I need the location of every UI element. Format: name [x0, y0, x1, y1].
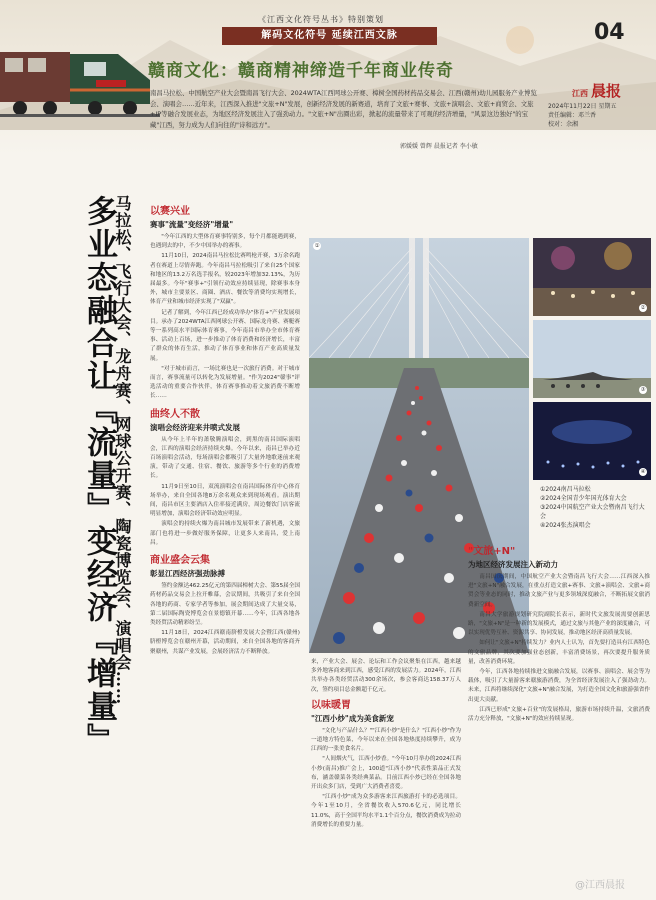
column-left — [150, 205, 300, 895]
newspaper-logo — [572, 80, 621, 101]
series-label: 《江西文化符号丛书》特别策划 — [258, 15, 384, 24]
section-title: 曲终人不散 — [150, 408, 200, 420]
subtitle: 马拉松、飞行大会、龙舟赛、网球公开赛、陶瓷博览会、演唱会…… — [113, 195, 132, 705]
theme-banner: 解码文化符号 延续江西文脉 — [222, 27, 437, 45]
logo-prefix: 江西 — [572, 89, 588, 98]
column-right — [468, 545, 650, 875]
proof-credit: 校对：余湘 — [548, 121, 579, 128]
editor-credit: 责任编辑：邓兰香 — [548, 112, 597, 119]
paragraph: 11月10日，2024南昌马拉松比赛鸣枪开赛，3万余名跑者在赛道上尽情奔跑。今年南昌马拉松吸引了来自25个国家和地区的13.2万名选手报名，较2023年增加32.13%，为历届最多。今年"赛事+"引领行动效应持续显现，除赛事本身外，城市主要景区、商圈、酒店、餐饮等消费均实现增长，体育产业和城市经济实现了"双赢"。 — [150, 253, 300, 306]
intro-paragraph: 南昌马拉松、中国航空产业大会暨南昌飞行大会、2024WTA江西网球公开赛、樟树全国药材药品交易会、江西(赣州)幼儿园服务产业博览会、演唱会……近年来，江西深入推进"文旅+N"发展，创新经济发展的新赛道，培育了文旅+赛事、文旅+演唱会、文旅+商贸会、文旅+IP等融合发展业态，为地区经济发展注入了强劲动力。"文旅+N"出圈出彩，掀起的流量带来了可观的经济增量，"风景这边独好"的宝藏"江西，努力成为人们向往的"诗和远方"。 — [150, 89, 537, 129]
section-subtitle: 为地区经济发展注入新动力 — [468, 560, 558, 569]
section-title: 以赛兴业 — [150, 206, 190, 217]
column-middle — [311, 658, 461, 894]
paragraph: 今年，江西各地持续推进文旅融合发展，以赛事、演唱会、展会等为载体，吸引了大量游客来赣旅游消费，为全省经济发展注入了强劲动力。未来，江西将继续深化"文旅+N"融合发展，为打造全国文化和旅游强省作出更大贡献。 — [468, 669, 650, 703]
youth-sports-image — [533, 238, 651, 316]
paragraph: 11月9日至10日，双流演唱会在南昌国际体育中心体育场举办，来自全国各地8万余名观众来到现场观看。演出期间，南昌市区主要酒店入住率接近满房，周边餐饮门店客流明显增加，演唱会经济带动效应明显。 — [150, 483, 300, 518]
section-title: "文旅+N" — [468, 546, 516, 557]
youth-sports-photo — [533, 238, 651, 316]
concert-image — [533, 402, 651, 480]
concert-photo — [533, 402, 651, 480]
paragraph: 南昌国庆期间，中国航空产业大会暨南昌飞行大会……江西深入推进"文旅+N"融合发展，在重点打造文旅+赛事、文旅+演唱会、文旅+商贸会等业态的同时，推动文旅产业与更多领域深度融合，不断拓展文旅消费新空间。 — [468, 574, 650, 608]
section-subtitle: 彰显江西经济强劲脉搏 — [150, 569, 225, 579]
section-title: 商业盛会云集 — [150, 555, 210, 567]
watermark: @江西晨报 — [575, 880, 625, 891]
photo-captions — [540, 485, 650, 530]
section-subtitle: 演唱会经济迎来井喷式发展 — [150, 422, 240, 432]
paragraph: "人间烟火气，江西小炒香。"今年10月举办的2024江西小炒(南昌)推广会上，100道"江西小炒"代表性菜品正式发布，涵盖赣菜各类经典菜品。目前江西小炒已经在全国各地开出众多门店，受到广大消费者喜爱。 — [311, 756, 461, 791]
train-illustration — [0, 22, 160, 122]
caption-item: ④2024张杰演唱会 — [540, 522, 591, 529]
issue-date: 2024年11月22日 星期五 — [548, 103, 617, 110]
paragraph: 南昌大学旅游规划研究院副院长表示，新时代文旅发展需要创新思路，"文旅+N"是一种新的发展模式，通过文旅与其他产业的深度融合，可以实现优势互补、资源共享、协同发展，推动地区经济高质量发展。 — [468, 611, 650, 637]
logo-text: 晨报 — [591, 82, 622, 100]
photo-marker-1: ① — [314, 243, 320, 249]
section-subtitle: "江西小炒"成为美食新宠 — [311, 713, 394, 723]
air-show-photo — [533, 320, 651, 398]
header-banner — [0, 0, 656, 155]
photo-marker-2: ② — [640, 305, 646, 311]
section-title: 以味暖胃 — [311, 699, 351, 711]
date-box — [548, 102, 616, 129]
caption-item: ①2024南昌马拉松 — [540, 486, 591, 493]
paragraph: 江西已形成"文旅+百业"的发展格局，旅游市场持续升温，文旅消费活力充分释放，"文旅+N"的效应持续显现。 — [468, 706, 650, 723]
paragraph: 如何让"文旅+N"持续发力？业内人士认为，首先要打造具有江西特色的文旅品牌，其次要加强业态创新，丰富消费场景，再次要提升服务质量，改善消费环境。 — [468, 640, 650, 665]
paragraph: 从今年上半年的萧敬腾演唱会，到黑的南昌国际演唱会，江西的演唱会经济持续火爆。今年以来，南昌已举办近百场演唱会活动，每场演唱会都吸引了大量外地歌迷前来观演，带动了交通、住宿、餐饮、旅游等多个行业的消费增长。 — [150, 436, 300, 480]
byline: 郭媛媛 曾辉 晨报记者 李小敏 — [400, 143, 478, 150]
paragraph: 记者了解到，今年江西已经成功举办"体育+"产业发展项目。承办了2024WTA江西网球公开赛、国际龙舟赛、赛艇赛等一系列高水平国际体育赛事，今年南昌市举办全市体育赛事、活动上百场，进一步推动了体育消费和经济增长，丰富了群众的体育生活，推动了体育事业和体育产业高质量发展。 — [150, 309, 300, 362]
page-number: 04 — [594, 20, 625, 45]
paragraph: 来，产业大会、展会、论坛和工作会议聚集在江西，越来越多外地客商来到江西，感受江西的发展活力。2024年，江西共举办各类经贸活动300余场次，参会客商达158.37万人次，签约项目总金额超千亿元。 — [311, 659, 461, 693]
paragraph: 演唱会的持续火爆为南昌城市发展带来了新机遇，文旅部门也将进一步做好服务保障，让更多人来南昌，爱上南昌。 — [150, 521, 300, 546]
paragraph: 签约金额达462.25亿元的第四届樟树大会、第55届全国药材药品交易会上拉开帷幕，会议期间，共吸引了来自全国各地的药商、专家学者等参加，展会期间达成了大量交易，第二届国际陶瓷博览会在景德镇开幕……今年，江西各地各类经贸活动精彩纷呈。 — [150, 583, 300, 626]
paragraph: 11月18日，2024江西赣南脐橙发展大会暨江西(赣州)脐橙博览会在赣州开幕，活动期间，来自全国各地的客商齐聚赣州，共谋产业发展，会展经济活力不断释放。 — [150, 630, 300, 655]
page-title: 多业态融合让『流量』变经济『增量』 — [81, 195, 117, 756]
photo-marker-3: ③ — [640, 387, 646, 393]
paragraph: "江西小炒"成为众多游客来江西旅游打卡的必选项目。今年1至10月，全省餐饮收入570.6亿元，同比增长11.0%，高于全国平均水平1.1个百分点，餐饮消费成为拉动消费增长的重要力量。 — [311, 794, 461, 828]
photo-marker-4: ④ — [640, 469, 646, 475]
paragraph: "今年江西的大型体育赛事特别多，每个月都能遇到赛，也遇到去的中，不少中国举办的赛事。 — [150, 234, 300, 250]
section-headline: 赣商文化：赣商精神缔造千年商业传奇 — [148, 61, 454, 81]
paragraph: "文化与产品什么？""江西小炒"是什么？"江西小炒"作为一道地方特色菜，今年以来在全国各地热度持续攀升，成为江西的一张美食名片。 — [311, 727, 461, 753]
air-show-image — [533, 320, 651, 398]
paragraph: "对于城市而言，一场比赛也是一次旅行消费。对于城市而言，赛事流量可以转化为发展增量。"作为2024"赣事"评选活动的重要合作伙伴，体育赛事推动着文旅消费不断增长…… — [150, 365, 300, 400]
caption-item: ②2024全国青少年国光体育大会 — [540, 495, 627, 502]
section-subtitle: 赛事"流量"变经济"增量" — [150, 220, 234, 229]
caption-item: ③2024中国航空产业大会暨南昌飞行大会 — [540, 504, 645, 520]
